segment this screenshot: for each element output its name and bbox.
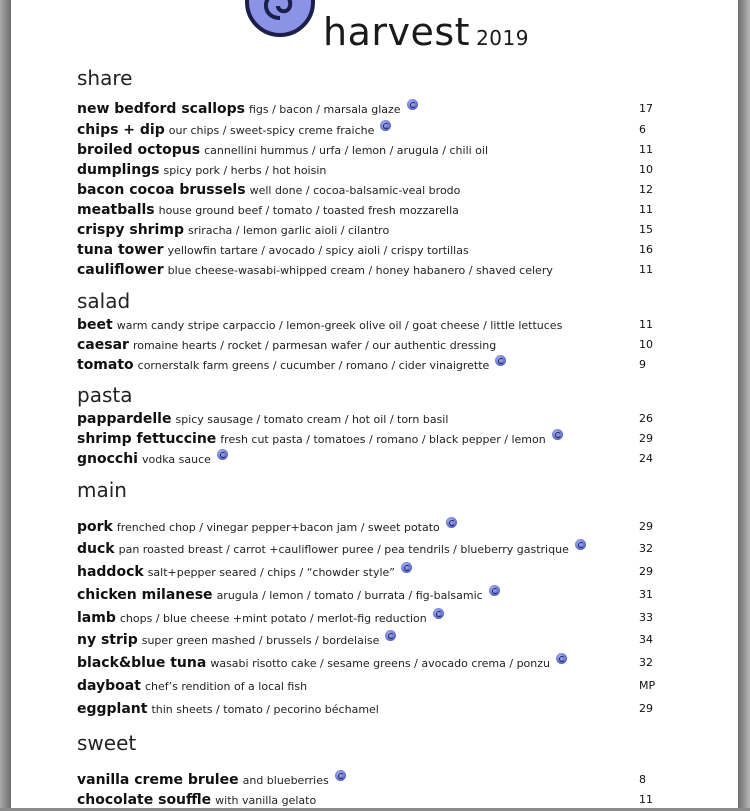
- item-desc: frenched chop / vinegar pepper+bacon jam / sweet potato: [116, 521, 440, 534]
- menu-item: [77, 675, 677, 695]
- brand-name: harvest: [323, 10, 471, 54]
- menu-item: [77, 159, 677, 179]
- menu-item: [77, 219, 677, 239]
- menu-item: [77, 516, 677, 536]
- item-desc: vodka sauce: [141, 453, 211, 466]
- item-desc: our chips / sweet-spicy creme fraiche: [168, 124, 375, 137]
- item-desc: sriracha / lemon garlic aioli / cilantro: [187, 224, 390, 237]
- item-name: chips + dip: [77, 122, 165, 138]
- item-name: broiled octopus: [77, 142, 201, 158]
- menu-item: [77, 629, 677, 649]
- item-name: cauliflower: [77, 262, 164, 278]
- menu-item: [77, 561, 677, 581]
- menu-item: [77, 698, 677, 718]
- item-desc: spicy pork / herbs / hot hoisin: [163, 164, 327, 177]
- menu-item: [77, 98, 677, 118]
- item-price: 11: [639, 203, 653, 216]
- item-name: black&blue tuna: [77, 655, 207, 671]
- item-price: 29: [639, 520, 653, 533]
- item-price: 12: [639, 183, 653, 196]
- item-price: 9: [639, 358, 646, 371]
- menu-item: [77, 199, 677, 219]
- menu-item: [77, 538, 677, 558]
- item-price: 8: [639, 773, 646, 786]
- page-shadow-left: [0, 0, 11, 808]
- menu-item: [77, 334, 677, 354]
- item-price: 11: [639, 263, 653, 276]
- menu-item: [77, 584, 677, 604]
- item-name: beet: [77, 317, 113, 333]
- item-desc: salt+pepper seared / chips / “chowder style”: [147, 566, 395, 579]
- item-name: shrimp fettuccine: [77, 431, 217, 447]
- gluten-free-icon: [385, 630, 396, 641]
- item-price: 15: [639, 223, 653, 236]
- item-desc: chops / blue cheese +mint potato / merlot-fig reduction: [119, 612, 427, 625]
- item-price: 26: [639, 412, 653, 425]
- item-name: gnocchi: [77, 451, 138, 467]
- item-desc: pan roasted breast / carrot +cauliflower puree / pea tendrils / blueberry gastrique: [118, 543, 569, 556]
- item-name: crispy shrimp: [77, 222, 184, 238]
- item-desc: romaine hearts / rocket / parmesan wafer / our authentic dressing: [132, 339, 497, 352]
- item-name: bacon cocoa brussels: [77, 182, 246, 198]
- menu-item: [77, 314, 677, 334]
- item-desc: and blueberries: [242, 774, 329, 787]
- gluten-free-icon: [489, 585, 500, 596]
- page-shadow-right: [738, 0, 750, 808]
- item-name: haddock: [77, 564, 144, 580]
- menu-year: 2019: [476, 26, 529, 50]
- item-price: 29: [639, 432, 653, 445]
- item-price: 10: [639, 338, 653, 351]
- gluten-free-icon: [407, 99, 418, 110]
- menu-item: [77, 408, 677, 428]
- item-desc: fresh cut pasta / tomatoes / romano / black pepper / lemon: [220, 433, 546, 446]
- menu-item: [77, 139, 677, 159]
- menu-item: [77, 769, 677, 789]
- item-name: chicken milanese: [77, 587, 213, 603]
- item-name: duck: [77, 541, 115, 557]
- item-price: 34: [639, 633, 653, 646]
- restaurant-title: [323, 10, 529, 60]
- item-desc: super green mashed / brussels / bordelaise: [141, 634, 380, 647]
- item-price: 11: [639, 793, 653, 806]
- item-desc: spicy sausage / tomato cream / hot oil / torn basil: [175, 413, 449, 426]
- item-desc: cornerstalk farm greens / cucumber / romano / cider vinaigrette: [137, 359, 490, 372]
- item-price: 10: [639, 163, 653, 176]
- harvest-swirl-logo-icon: [244, 0, 316, 38]
- gluten-free-icon: [217, 449, 228, 460]
- gluten-free-icon: [446, 517, 457, 528]
- item-desc: figs / bacon / marsala glaze: [248, 103, 401, 116]
- item-price: 32: [639, 656, 653, 669]
- item-name: dayboat: [77, 678, 141, 694]
- section-pasta-title: pasta: [77, 383, 133, 407]
- gluten-free-icon: [335, 770, 346, 781]
- item-name: pappardelle: [77, 411, 172, 427]
- item-price: 32: [639, 542, 653, 555]
- gluten-free-icon: [575, 539, 586, 550]
- item-desc: wasabi risotto cake / sesame greens / avocado crema / ponzu: [210, 657, 551, 670]
- item-name: vanilla creme brulee: [77, 772, 239, 788]
- item-price: 6: [639, 123, 646, 136]
- menu-item: [77, 789, 677, 809]
- item-price: 33: [639, 611, 653, 624]
- item-price: 17: [639, 102, 653, 115]
- item-name: chocolate souffle: [77, 792, 212, 808]
- item-desc: blue cheese-wasabi-whipped cream / honey habanero / shaved celery: [167, 264, 553, 277]
- item-price: 29: [639, 565, 653, 578]
- item-name: caesar: [77, 337, 129, 353]
- gluten-free-icon: [495, 355, 506, 366]
- item-name: tuna tower: [77, 242, 164, 258]
- item-name: eggplant: [77, 701, 148, 717]
- gluten-free-icon: [380, 120, 391, 131]
- item-name: pork: [77, 519, 113, 535]
- section-sweet-title: sweet: [77, 731, 137, 755]
- item-desc: house ground beef / tomato / toasted fresh mozzarella: [158, 204, 459, 217]
- item-price: 29: [639, 702, 653, 715]
- menu-item: [77, 448, 677, 468]
- item-price: 16: [639, 243, 653, 256]
- gluten-free-icon: [433, 608, 444, 619]
- item-desc: well done / cocoa-balsamic-veal brodo: [249, 184, 461, 197]
- menu-item: [77, 354, 677, 374]
- gluten-free-icon: [552, 429, 563, 440]
- menu-item: [77, 239, 677, 259]
- item-price: 11: [639, 143, 653, 156]
- item-desc: warm candy stripe carpaccio / lemon-greek olive oil / goat cheese / little lettuces: [116, 319, 563, 332]
- item-price: 11: [639, 318, 653, 331]
- item-price: 24: [639, 452, 653, 465]
- item-name: ny strip: [77, 632, 138, 648]
- section-main-title: main: [77, 478, 127, 502]
- item-price: 31: [639, 588, 653, 601]
- item-desc: with vanilla gelato: [215, 794, 317, 807]
- gluten-free-icon: [401, 562, 412, 573]
- item-desc: yellowfin tartare / avocado / spicy aioli / crispy tortillas: [167, 244, 469, 257]
- gluten-free-icon: [556, 653, 567, 664]
- menu-item: [77, 428, 677, 448]
- menu-item: [77, 259, 677, 279]
- item-desc: thin sheets / tomato / pecorino béchamel: [151, 703, 379, 716]
- section-salad-title: salad: [77, 289, 131, 313]
- item-name: dumplings: [77, 162, 160, 178]
- menu-item: [77, 607, 677, 627]
- menu-item: [77, 179, 677, 199]
- item-price: MP: [639, 679, 656, 692]
- item-desc: chef’s rendition of a local fish: [144, 680, 308, 693]
- item-desc: arugula / lemon / tomato / burrata / fig-balsamic: [216, 589, 483, 602]
- item-name: tomato: [77, 357, 134, 373]
- item-name: lamb: [77, 610, 116, 626]
- item-desc: cannellini hummus / urfa / lemon / arugula / chili oil: [204, 144, 489, 157]
- menu-item: [77, 119, 677, 139]
- menu-item: [77, 652, 677, 672]
- item-name: meatballs: [77, 202, 155, 218]
- item-name: new bedford scallops: [77, 101, 245, 117]
- section-share-title: share: [77, 66, 133, 90]
